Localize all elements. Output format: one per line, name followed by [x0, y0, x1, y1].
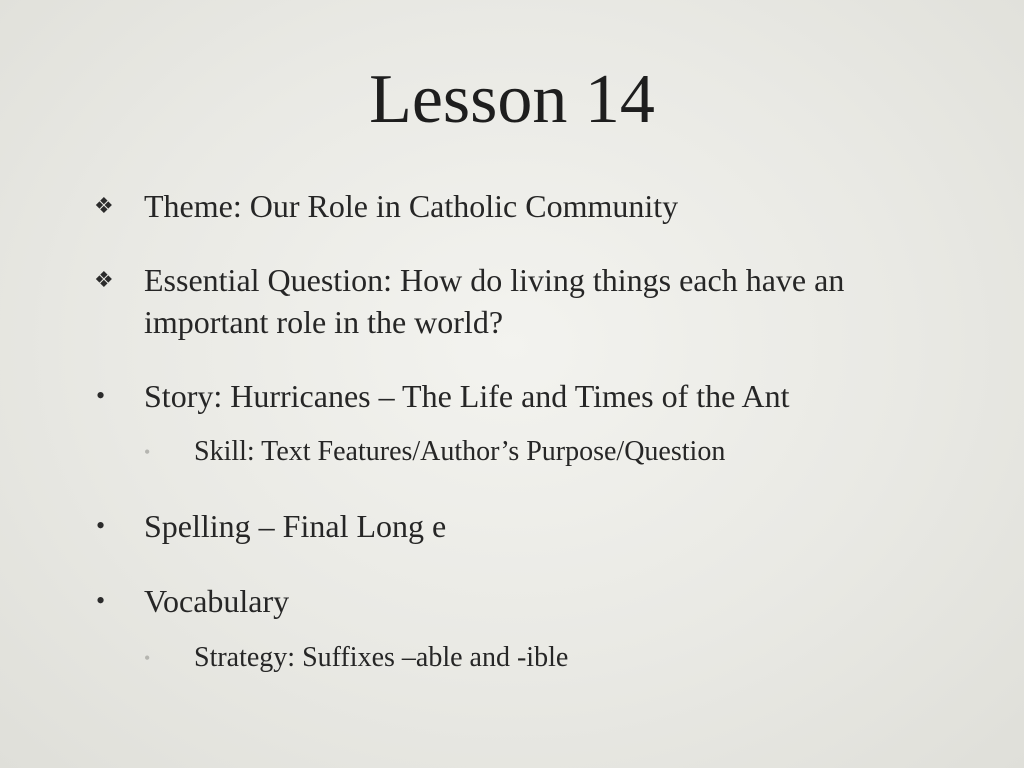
slide-title: Lesson 14	[369, 61, 655, 138]
bullet-text: Vocabulary	[144, 583, 290, 619]
bullet-text: Spelling – Final Long e	[144, 508, 447, 544]
bullet-text: Story: Hurricanes – The Life and Times of the Ant	[144, 378, 790, 414]
dot-bullet-icon: •	[144, 442, 151, 462]
dot-bullet-icon: •	[96, 511, 106, 540]
diamond-bullet-icon: ❖	[94, 267, 114, 292]
dot-bullet-icon: •	[96, 586, 106, 615]
bullet-text: Essential Question: How do living things each have an important role in the world?	[144, 262, 845, 340]
bullet-text: Theme: Our Role in Catholic Community	[144, 188, 679, 224]
dot-bullet-icon: •	[96, 381, 106, 410]
bullet-text: Skill: Text Features/Author’s Purpose/Question	[194, 436, 726, 467]
dot-bullet-icon: •	[144, 648, 151, 668]
bullet-text: Strategy: Suffixes –able and -ible	[194, 642, 569, 673]
diamond-bullet-icon: ❖	[94, 193, 114, 218]
